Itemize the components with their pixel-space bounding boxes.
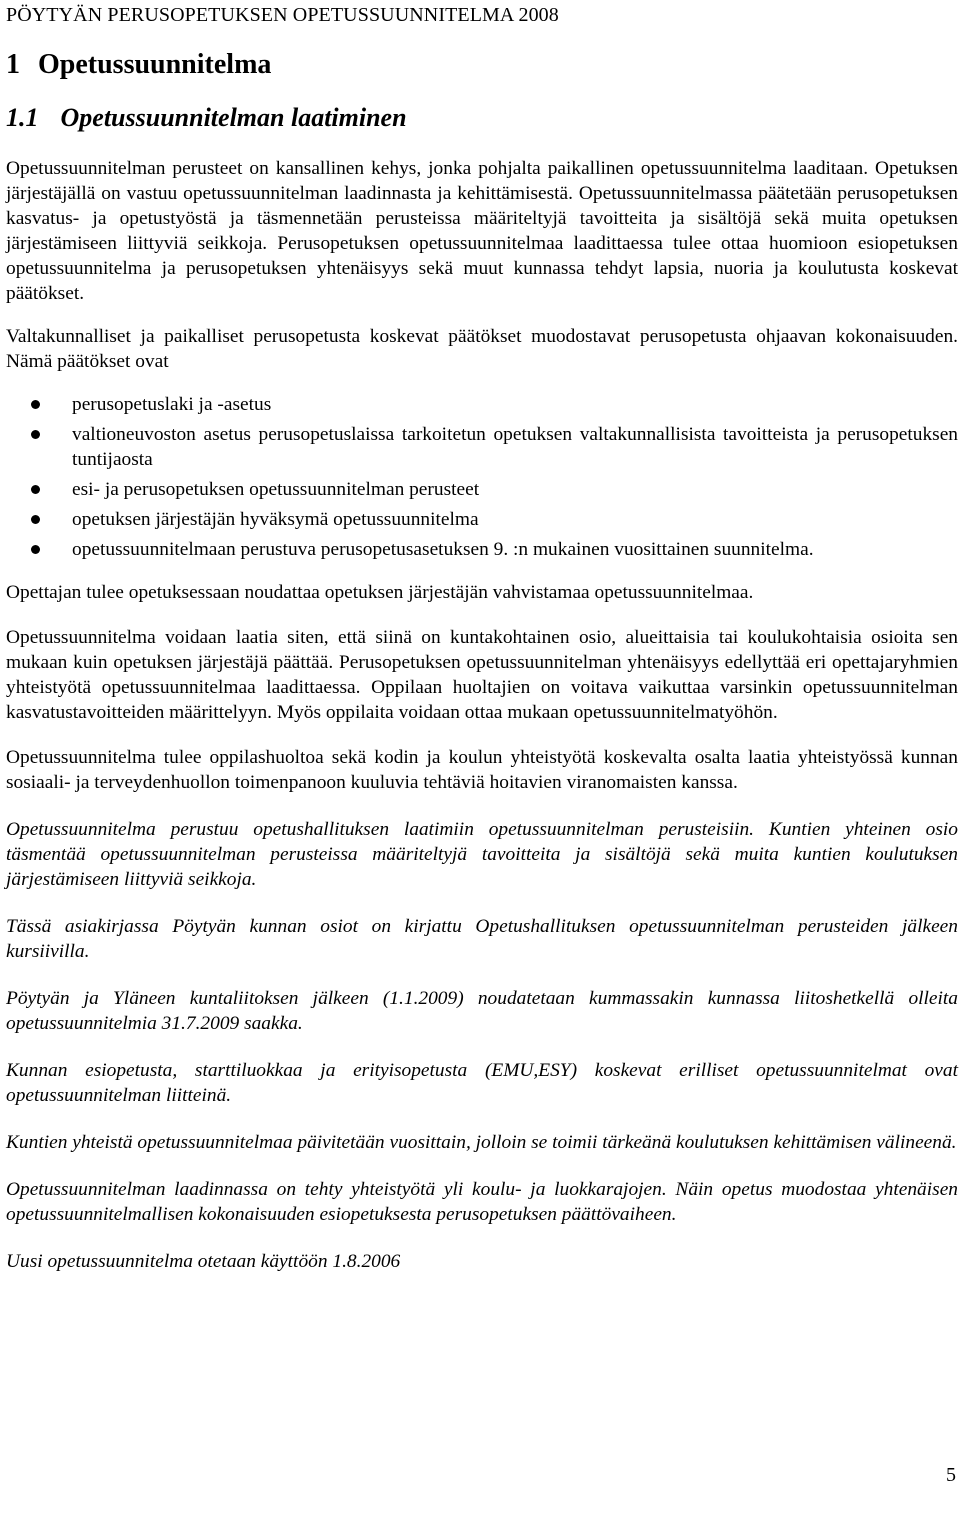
italic-paragraph-collaboration: Opetussuunnitelman laadinnassa on tehty yhteistyötä yli koulu- ja luokkarajojen. Näin opetus muodostaa yhtenäisen opetussuunnitelmallisen kokonaisuuden esiopetuksesta perusopetuksen päättövaiheen. [6,1179,958,1225]
list-item: perusopetuslaki ja -asetus [6,392,958,417]
paragraph-intro: Opetussuunnitelman perusteet on kansallinen kehys, jonka pohjalta paikallinen opetussuunnitelma laaditaan. Opetuksen järjestäjällä on vastuu opetussuunnitelman laadinnasta ja kehittämisestä. Opetussuunnitelmassa päätetään perusopetuksen kasvatus- ja opetustyöstä ja täsmennetään perusteissa määriteltyjä tavoitteita ja sisältöjä sekä muita opetuksen järjestämiseen liittyviä seikkoja. Perusopetuksen opetussuunnitelmaa laadittaessa tulee ottaa huomioon esiopetuksen opetussuunnitelma ja perusopetuksen yhtenäisyys sekä muut kunnassa tehdyt lapsia, nuoria ja koulutusta koskevat päätökset. [6,158,958,304]
section-title: Opetussuunnitelman laatiminen [60,103,407,132]
section-number: 1.1 [6,103,39,132]
list-item: esi- ja perusopetuksen opetussuunnitelman perusteet [6,477,958,502]
bullet-icon [31,515,40,524]
italic-paragraph-basis: Opetussuunnitelma perustuu opetushallituksen laatimiin opetussuunnitelman perusteisiin. Kuntien yhteinen osio täsmentää opetussuunnitelman perusteissa määriteltyjä tavoitteita ja sisältöjä sekä muita kuntien koulutuksen järjestämiseen liittyviä seikkoja. [6,819,958,890]
document-page [6,0,958,1274]
italic-paragraph-merger: Pöytyän ja Yläneen kuntaliitoksen jälkeen (1.1.2009) noudatetaan kummassakin kunnassa liitoshetkellä olleita opetussuunnitelmia 31.7.2009 saakka. [6,988,958,1034]
bullet-icon [31,430,40,439]
paragraph-cooperation: Opetussuunnitelma tulee oppilashuoltoa sekä kodin ja koulun yhteistyötä koskevalta osalta laatia yhteistyössä kunnan sosiaali- ja terveydenhuollon toimenpanoon kuuluvia tehtäviä hoitavien viranomaisten kanssa. [6,747,958,793]
decisions-list [6,392,958,562]
section-heading [6,102,958,134]
chapter-number: 1 [6,49,20,80]
italic-paragraph-local-sections: Tässä asiakirjassa Pöytyän kunnan osiot on kirjattu Opetushallituksen opetussuunnitelman perusteiden jälkeen kursiivilla. [6,916,958,962]
italic-paragraph-appendices: Kunnan esiopetusta, starttiluokkaa ja erityisopetusta (EMU,ESY) koskevat erilliset opetussuunnitelmat ovat opetussuunnitelman liitteinä. [6,1060,958,1106]
bullet-icon [31,400,40,409]
chapter-heading [6,48,958,82]
bullet-icon [31,545,40,554]
paragraph-teacher: Opettajan tulee opetuksessaan noudattaa opetuksen järjestäjän vahvistamaa opetussuunnitelmaa. [6,582,754,603]
running-header: PÖYTYÄN PERUSOPETUKSEN OPETUSSUUNNITELMA 2008 [6,4,559,26]
chapter-title: Opetussuunnitelma [38,49,272,80]
bullet-icon [31,485,40,494]
list-item: valtioneuvoston asetus perusopetuslaissa tarkoitetun opetuksen valtakunnallisista tavoitteista ja perusopetuksen tuntijaosta [6,422,958,472]
list-item: opetuksen järjestäjän hyväksymä opetussuunnitelma [6,507,958,532]
page-number: 5 [946,1464,956,1486]
italic-paragraph-effective-date: Uusi opetussuunnitelma otetaan käyttöön 1.8.2006 [6,1251,401,1272]
paragraph-decisions: Valtakunnalliset ja paikalliset perusopetusta koskevat päätökset muodostavat perusopetusta ohjaavan kokonaisuuden. Nämä päätökset ovat [6,326,958,372]
italic-paragraph-updates: Kuntien yhteistä opetussuunnitelmaa päivitetään vuosittain, jolloin se toimii tärkeänä koulutuksen kehittämisen välineenä. [6,1132,957,1153]
list-item: opetussuunnitelmaan perustuva perusopetusasetuksen 9. :n mukainen vuosittainen suunnitelma. [6,537,958,562]
paragraph-structure: Opetussuunnitelma voidaan laatia siten, että siinä on kuntakohtainen osio, alueittaisia tai koulukohtaisia osioita sen mukaan kuin opetuksen järjestäjä päättää. Perusopetuksen opetussuunnitelman yhtenäisyys edellyttää eri opettajaryhmien yhteistyötä opetussuunnitelmaa laadittaessa. Oppilaan huoltajien on voitava vaikuttaa varsinkin opetussuunnitelman kasvatustavoitteiden määrittelyyn. Myös oppilaita voidaan ottaa mukaan opetussuunnitelmatyöhön. [6,627,958,723]
